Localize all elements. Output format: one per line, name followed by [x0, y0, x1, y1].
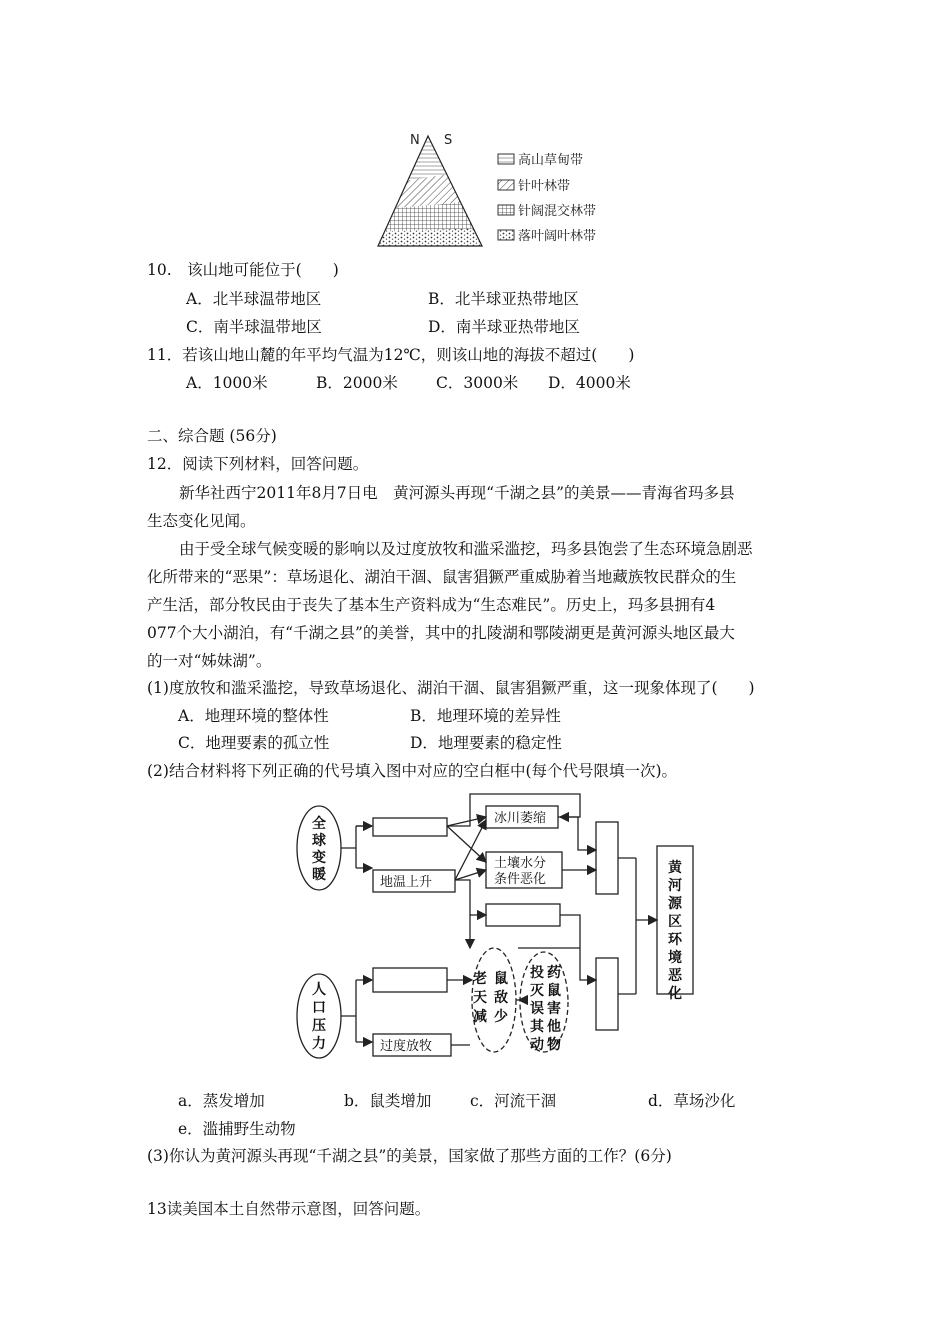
poison-char: 其	[530, 1019, 544, 1035]
predators-char: 老	[473, 971, 487, 987]
code-option-d: d．草场沙化	[648, 1092, 736, 1110]
result-char: 区	[668, 914, 682, 930]
south-label: S	[444, 133, 453, 148]
population-pressure-char: 压	[312, 1018, 326, 1034]
legend-swatch-mixed	[498, 205, 514, 215]
legend-swatch-deciduous	[498, 230, 514, 240]
global-warming-char: 暖	[312, 867, 326, 883]
population-pressure-char: 力	[312, 1036, 326, 1052]
code-option-e: e．滥捕野生动物	[178, 1120, 296, 1138]
blank-box-right-bottom	[596, 958, 618, 1030]
north-label: N	[410, 133, 420, 148]
result-char: 恶	[668, 968, 682, 984]
legend-swatch-meadow	[498, 154, 514, 164]
sub1-option-a: A．地理环境的整体性	[178, 707, 329, 725]
ground-temp-label: 地温上升	[380, 875, 433, 890]
overgrazing-label: 过度放牧	[380, 1039, 433, 1054]
population-pressure-char: 口	[312, 1000, 326, 1016]
sub2-stem: (2)结合材料将下列正确的代号填入图中对应的空白框中(每个代号限填一次)。	[147, 762, 678, 780]
legend-mixed: 针阔混交林带	[518, 204, 597, 219]
material-line: 由于受全球气候变暖的影响以及过度放牧和滥采滥挖，玛多县饱尝了生态环境急剧恶	[179, 540, 753, 558]
material-line: 生态变化见闻。	[147, 512, 256, 530]
sub1-option-c: C．地理要素的孤立性	[178, 734, 330, 752]
population-pressure-char: 人	[312, 982, 326, 998]
poison-char: 物	[547, 1037, 561, 1053]
sub1-option-b: B．地理环境的差异性	[410, 707, 561, 725]
code-option-a: a．蒸发增加	[178, 1092, 265, 1110]
q11-option-d: D．4000米	[548, 374, 631, 392]
global-warming-char: 球	[312, 833, 326, 849]
legend-swatch-conifer	[498, 180, 514, 190]
flow-diagram	[290, 790, 720, 1080]
poison-char: 他	[547, 1019, 561, 1035]
result-char: 河	[668, 878, 682, 894]
q12-title: 12．阅读下列材料，回答问题。	[147, 455, 369, 473]
blank-box-right-top	[596, 822, 618, 894]
poison-char: 害	[547, 1001, 561, 1017]
soil-water-label-1: 土壤水分	[494, 856, 547, 871]
section2-heading: 二、综合题 (56分)	[147, 427, 277, 445]
q10-option-c: C．南半球温带地区	[186, 318, 322, 336]
q11-option-a: A．1000米	[186, 374, 268, 392]
result-char: 源	[668, 896, 682, 912]
code-option-c: c．河流干涸	[470, 1092, 557, 1110]
sub3-stem: (3)你认为黄河源头再现“千湖之县”的美景，国家做了那些方面的工作？(6分)	[147, 1147, 672, 1165]
result-char: 黄	[668, 860, 682, 876]
legend-deciduous: 落叶阔叶林带	[518, 229, 597, 244]
poison-char: 动	[530, 1037, 544, 1053]
predators-char: 少	[494, 1009, 508, 1025]
q11-option-c: C．3000米	[436, 374, 519, 392]
predators-char: 减	[473, 1009, 487, 1025]
code-option-b: b．鼠类增加	[344, 1092, 432, 1110]
material-line: 新华社西宁2011年8月7日电 黄河源头再现“千湖之县”的美景——青海省玛多县	[179, 484, 735, 502]
global-warming-char: 全	[312, 816, 326, 832]
material-line: 077个大小湖泊，有“千湖之县”的美誉，其中的扎陵湖和鄂陵湖更是黄河源头地区最大	[147, 624, 735, 642]
poison-char: 误	[530, 1001, 544, 1017]
material-line: 化所带来的“恶果”：草场退化、湖泊干涸、鼠害猖獗严重威胁着当地藏族牧民群众的生	[147, 568, 737, 586]
global-warming-char: 变	[312, 850, 326, 866]
q11-stem: 11．若该山地山麓的年平均气温为12℃，则该山地的海拔不超过( )	[147, 346, 635, 364]
q11-option-b: B．2000米	[316, 374, 398, 392]
soil-water-label-2: 条件恶化	[494, 872, 547, 887]
blank-box-2	[486, 904, 560, 926]
poison-char: 灭	[530, 983, 544, 999]
q10-option-b: B．北半球亚热带地区	[428, 290, 579, 308]
sub1-option-d: D．地理要素的稳定性	[410, 734, 562, 752]
predators-char: 鼠	[494, 971, 508, 987]
q10-option-d: D．南半球亚热带地区	[428, 318, 580, 336]
legend-meadow: 高山草甸带	[518, 153, 584, 168]
mountain-zonation-figure	[370, 128, 620, 250]
material-line: 的一对“姊妹湖”。	[147, 652, 272, 670]
legend-conifer: 针叶林带	[518, 179, 571, 194]
q10-option-a: A．北半球温带地区	[186, 290, 322, 308]
poison-char: 投	[530, 965, 544, 981]
glacier-label: 冰川萎缩	[494, 811, 547, 826]
material-line: 产生活，部分牧民由于丧失了基本生产资料成为“生态难民”。历史上，玛多县拥有4	[147, 596, 716, 614]
sub1-stem: (1)度放牧和滥采滥挖，导致草场退化、湖泊干涸、鼠害猖獗严重，这一现象体现了( )	[147, 679, 755, 697]
result-char: 环	[668, 932, 682, 948]
q13-stem: 13读美国本土自然带示意图，回答问题。	[147, 1200, 431, 1218]
result-char: 化	[668, 986, 682, 1002]
blank-box-1	[373, 818, 447, 836]
predators-char: 天	[473, 990, 487, 1006]
poison-char: 鼠	[547, 983, 561, 999]
poison-char: 药	[547, 965, 561, 981]
blank-box-3	[373, 968, 447, 992]
predators-char: 敌	[494, 990, 508, 1006]
result-char: 境	[668, 950, 682, 966]
q10-stem: 10. 该山地可能位于( )	[147, 261, 339, 279]
